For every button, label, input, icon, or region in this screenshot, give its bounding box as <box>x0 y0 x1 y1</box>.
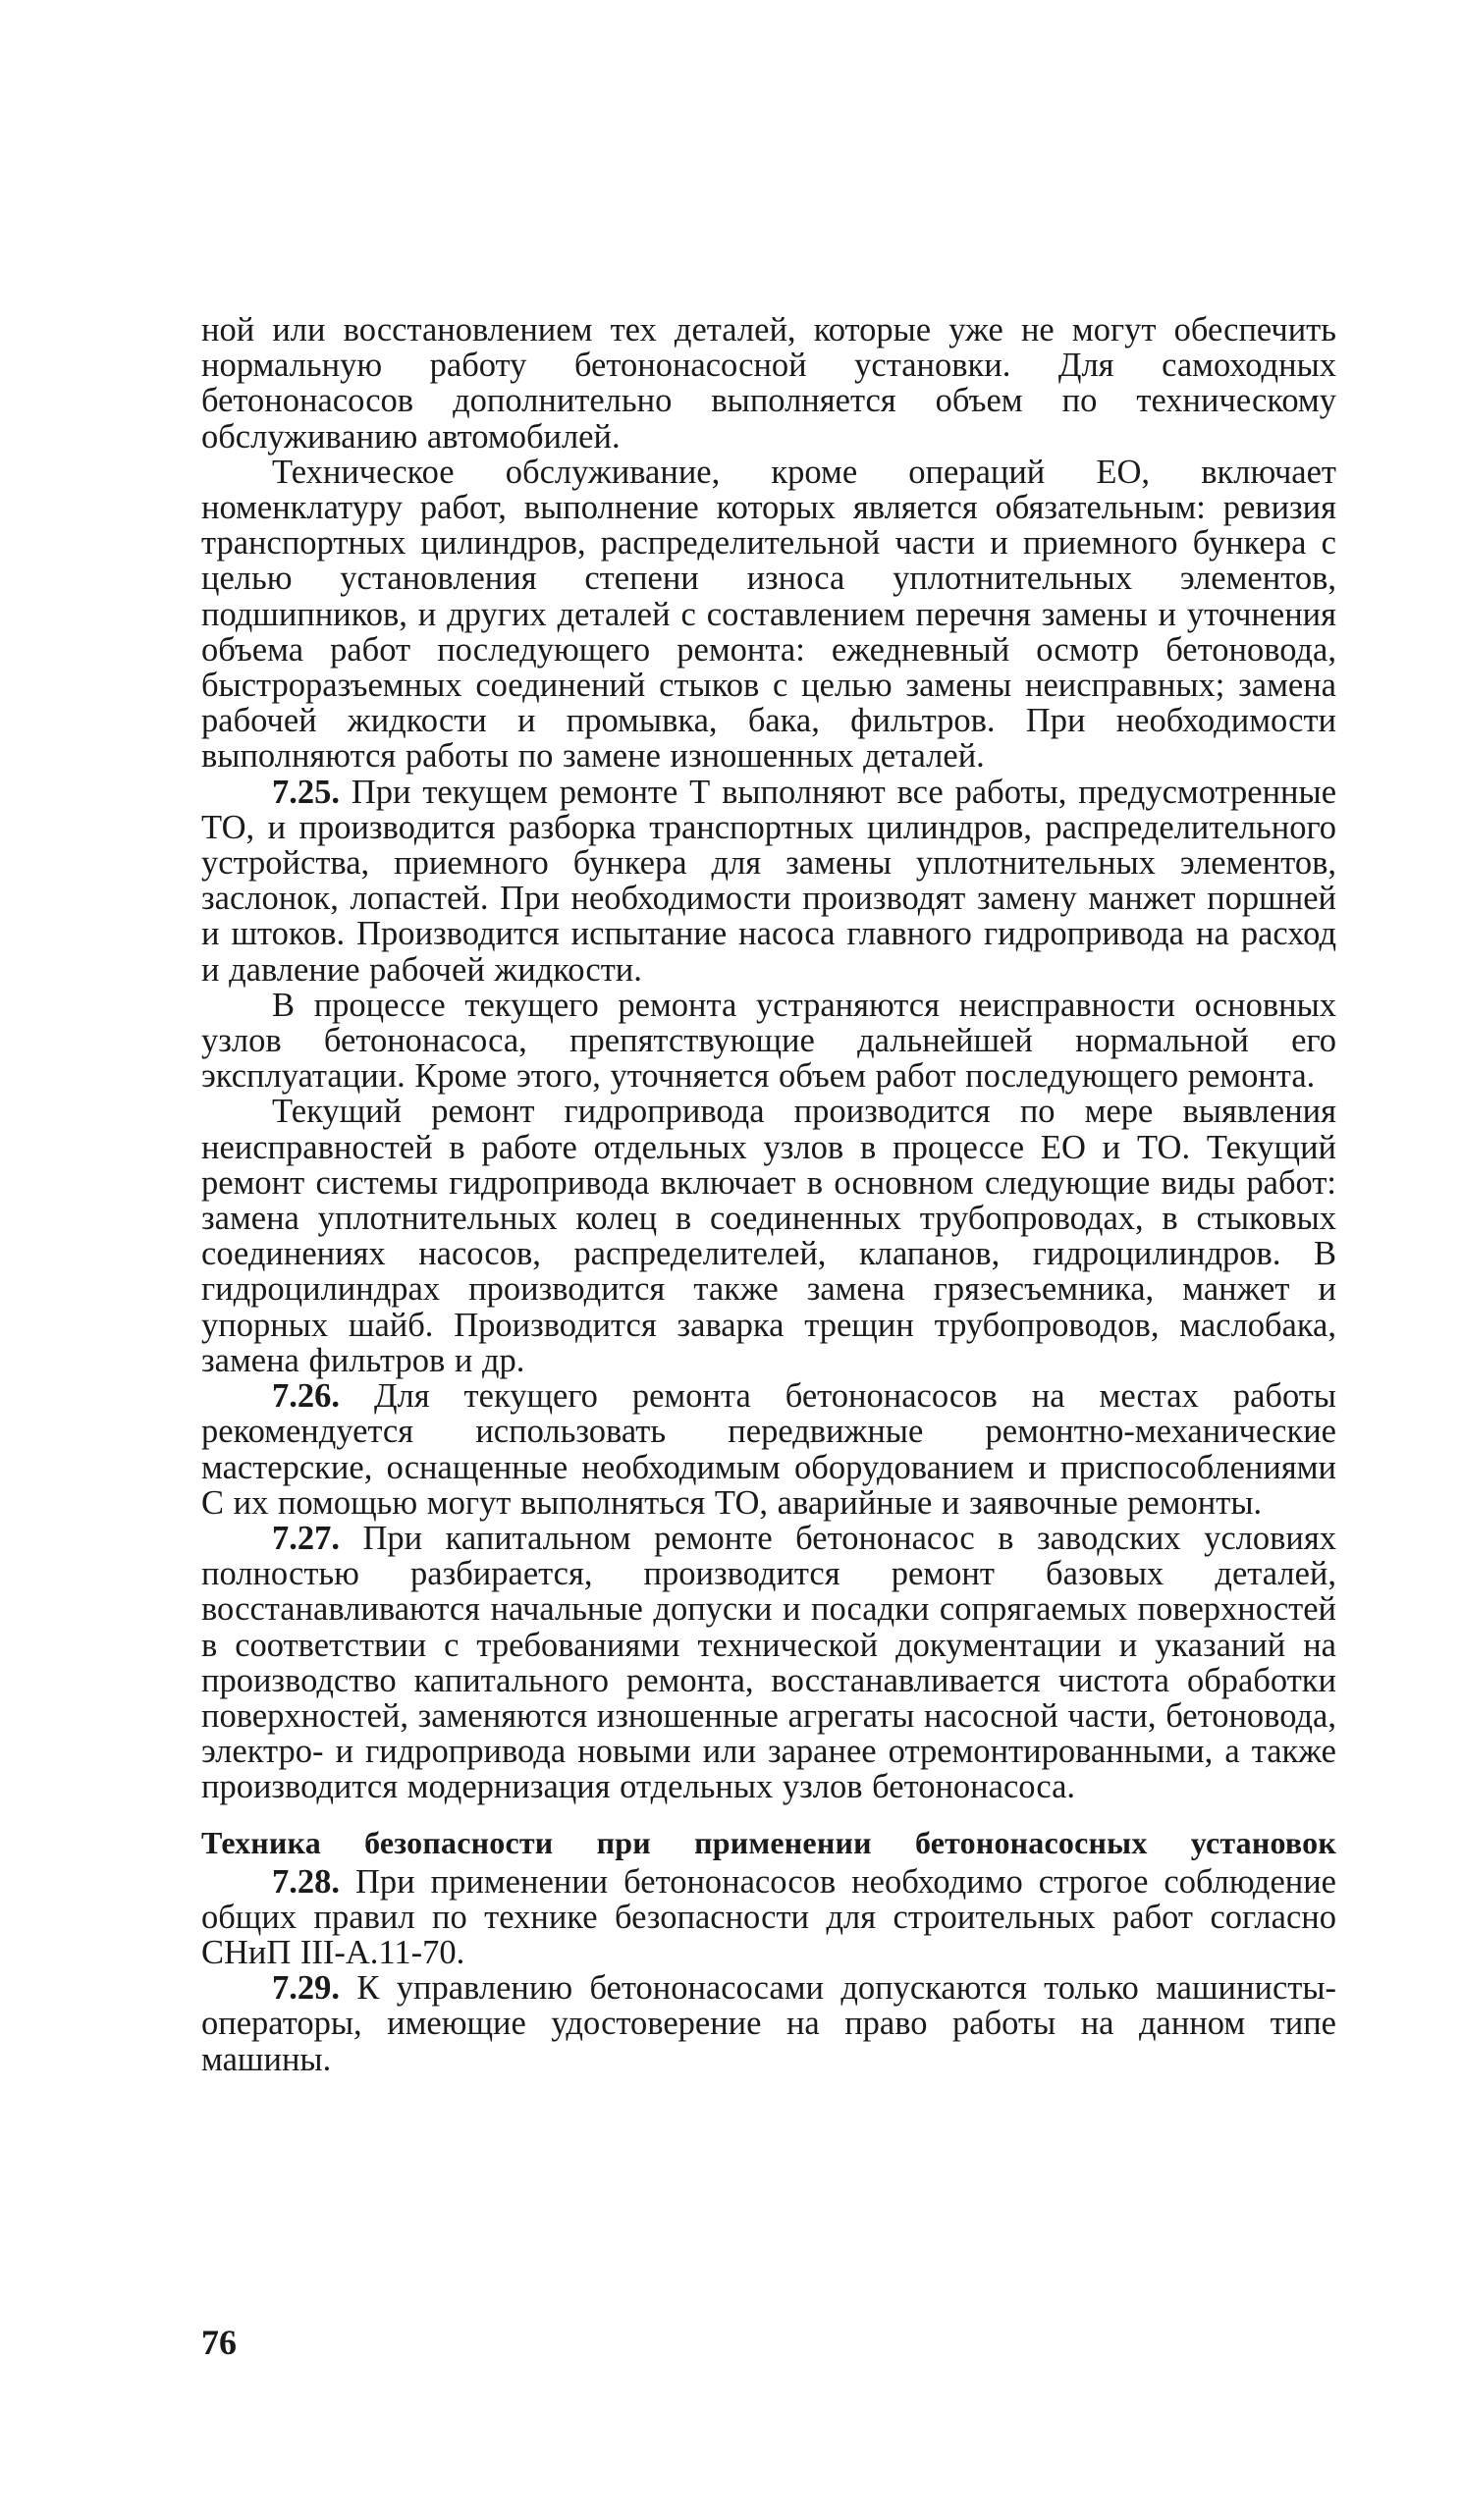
paragraph-text: Текущий ремонт гидропривода производится по мере выявления неисправностей в работе отдельных узлов в процессе ЕО и ТО. Текущий ремонт системы гидропривода включает в основном следующие виды работ: замена уплотнительных колец в соединенных трубопроводах, в стыковых соединениях насосов, распределителей, клапанов, гидроцилиндров. В гидроцилиндрах производится также замена грязесъемника, манжет и упорных шайб. Производится заварка трещин трубопроводов, маслобака, замена фильтров и др. <box>201 1093 1336 1379</box>
paragraph-text: При капитальном ремонте бетононасос в заводских условиях полностью разбирается, производится ремонт базовых деталей, восстанавливаются начальные допуски и посадки сопрягаемых поверхностей в соответствии с требованиями технической документации и указаний на производство капитального ремонта, восстанавливается чистота обработки поверхностей, заменяются изношенные агрегаты насосной части, бетоновода, электро- и гидропривода новыми или заранее отремонтированными, а также производится модернизация отдельных узлов бетононасоса. <box>201 1519 1336 1806</box>
paragraph-maintenance <box>201 455 1336 775</box>
paragraph-7-25 <box>201 775 1336 988</box>
paragraph-7-27 <box>201 1521 1336 1805</box>
paragraph-text: При применении бетононасосов необходимо строгое соблюдение общих правил по технике безопасности для строительных работ согласно СНиП III-А.11-70. <box>201 1862 1336 1971</box>
page-number: 76 <box>201 2323 237 2362</box>
paragraph-7-26 <box>201 1378 1336 1521</box>
paragraph-number: 7.27. <box>272 1519 340 1557</box>
paragraph-text: В процессе текущего ремонта устраняются неисправности основных узлов бетононасоса, препятствующие дальнейшей нормальной его эксплуатации. Кроме этого, уточняется объем работ последующего ремонта. <box>201 986 1336 1096</box>
paragraph-current-repair-process <box>201 988 1336 1095</box>
paragraph-number: 7.26. <box>272 1377 340 1416</box>
paragraph-text: Для текущего ремонта бетононасосов на местах работы рекомендуется использовать передвижные ремонтно-механические мастерские, оснащенные необходимым оборудованием и приспособлениями С их помощью могут выполняться ТО, аварийные и заявочные ремонты. <box>201 1377 1336 1522</box>
paragraph-hydraulic-repair <box>201 1094 1336 1378</box>
paragraph-7-28 <box>201 1864 1336 1971</box>
paragraph-text: К управлению бетононасосами допускаются только машинисты-операторы, имеющие удостоверение на право работы на данном типе машины. <box>201 1969 1336 2078</box>
section-heading: Техника безопасности при применении бетононасосных установок <box>201 1824 1336 1860</box>
paragraph-7-29 <box>201 1970 1336 2077</box>
paragraph-number: 7.25. <box>272 773 340 811</box>
paragraph-number: 7.29. <box>272 1969 340 2008</box>
paragraph-text: Техническое обслуживание, кроме операций ЕО, включает номенклатуру работ, выполнение которых является обязательным: ревизия транспортных цилиндров, распределительной части и приемного бункера с целью установления степени износа уплотнительных элементов, подшипников, и других деталей с составлением перечня замены и уточнения объема работ последующего ремонта: ежедневный осмотр бетоновода, быстроразъемных соединений стыков с целью замены неисправных; замена рабочей жидкости и промывка, бака, фильтров. При необходимости выполняются работы по замене изношенных деталей. <box>201 453 1336 776</box>
paragraph-continuation <box>201 312 1336 455</box>
paragraph-text: ной или восстановлением тех деталей, которые уже не могут обеспечить нормальную работу бетононасосной установки. Для самоходных бетононасосов дополнительно выполняется объем по техническому обслуживанию автомобилей. <box>201 311 1336 456</box>
paragraph-number: 7.28. <box>272 1862 340 1901</box>
paragraph-text: При текущем ремонте Т выполняют все работы, предусмотренные ТО, и производится разборка транспортных цилиндров, распределительного устройства, приемного бункера для замены уплотнительных элементов, заслонок, лопастей. При необходимости производят замену манжет поршней и штоков. Производится испытание насоса главного гидропривода на расход и давление рабочей жидкости. <box>201 773 1337 989</box>
page-body <box>201 312 1336 2077</box>
